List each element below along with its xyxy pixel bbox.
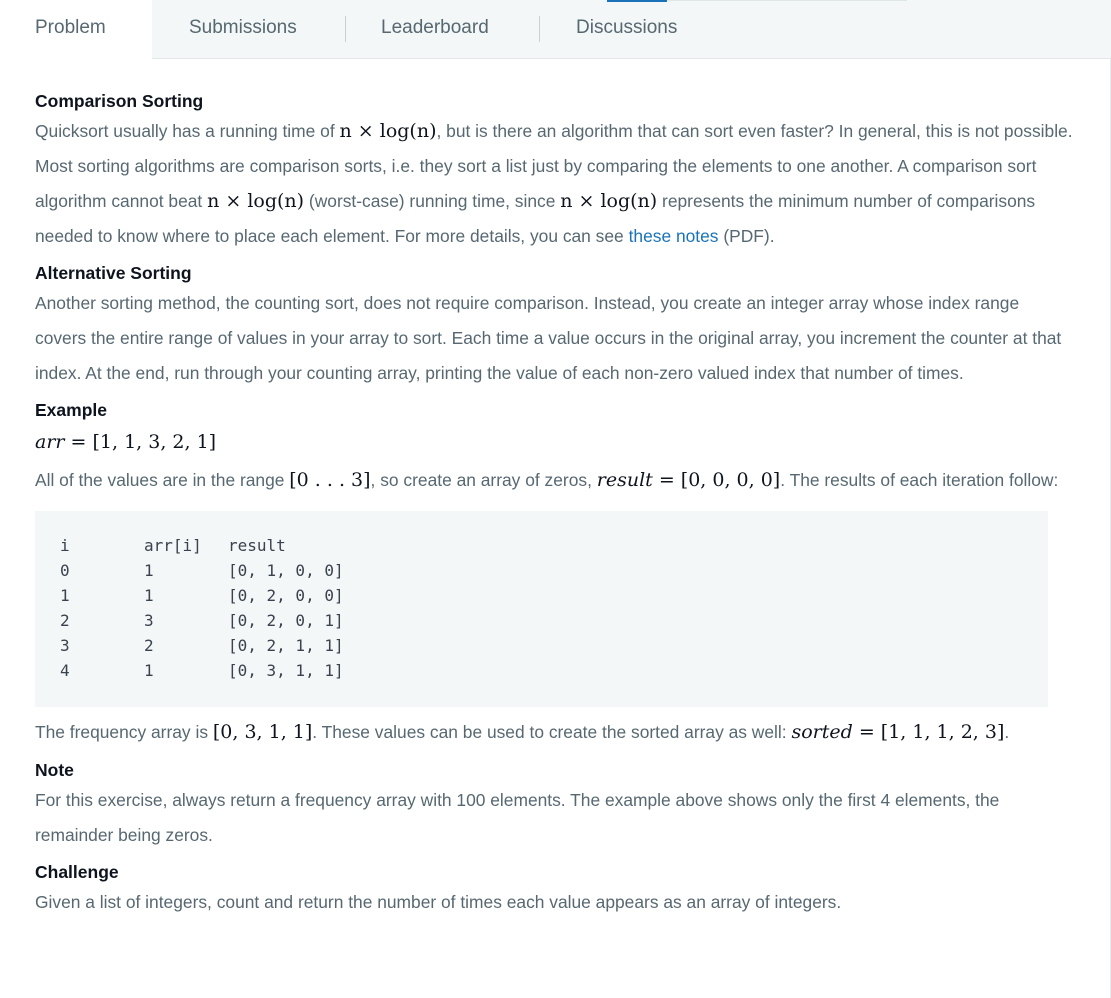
comparison-text-5: (PDF). <box>723 226 775 246</box>
table-cell-i: 0 <box>60 561 70 580</box>
tab-problem[interactable]: Problem <box>35 17 106 38</box>
table-header-arr: arr[i] <box>144 536 202 555</box>
table-cell-i: 4 <box>60 661 70 680</box>
arr-value: = [1, 1, 3, 2, 1] <box>70 431 217 453</box>
example-arr <box>35 423 1075 461</box>
freq-text-1: The frequency array is <box>35 722 209 742</box>
alternative-paragraph: Another sorting method, the counting sort, does not require comparison. Instead, you create an integer array whose index range covers the entire range of values in your array to sort. Each time a value occurs in the original array, you increment the counter at that index. At the end, run through your counting array, printing the value of each non-zero valued index that number of times. <box>35 293 1062 383</box>
range-math: [0 . . . 3] <box>289 469 371 491</box>
range-text-2: , so create an array of zeros, <box>370 470 592 490</box>
math-nlogn: n × log(n) <box>207 190 305 212</box>
section-title-comparison: Comparison Sorting <box>35 91 204 111</box>
freq-math: [0, 3, 1, 1] <box>212 721 313 743</box>
table-row <box>60 658 1048 683</box>
table-cell-arr: 1 <box>144 561 154 580</box>
tab-discussions[interactable]: Discussions <box>576 17 678 38</box>
challenge-paragraph: Given a list of integers, count and return the number of times each value appears as an array of integers. <box>35 892 842 912</box>
table-header-row <box>60 533 1048 558</box>
table-cell-arr: 1 <box>144 586 154 605</box>
comparison-text-1: Quicksort usually has a running time of <box>35 121 335 141</box>
freq-text-3: . <box>1004 722 1010 742</box>
section-title-example: Example <box>35 400 107 420</box>
table-cell-result: [0, 2, 1, 1] <box>228 636 344 655</box>
table-cell-i: 2 <box>60 611 70 630</box>
note-paragraph: For this exercise, always return a frequency array with 100 elements. The example above shows only the first 4 elements, the remainder being zeros. <box>35 790 1000 845</box>
freq-text-2: . These values can be used to create the sorted array as well: <box>312 722 787 742</box>
iteration-table <box>35 511 1048 707</box>
table-cell-i: 3 <box>60 636 70 655</box>
math-nlogn: n × log(n) <box>339 120 437 142</box>
table-cell-result: [0, 3, 1, 1] <box>228 661 344 680</box>
table-cell-result: [0, 1, 0, 0] <box>228 561 344 580</box>
table-row <box>60 633 1048 658</box>
table-cell-arr: 3 <box>144 611 154 630</box>
tab-indicator <box>607 0 667 2</box>
comparison-text-2: , but is there an algorithm that can sort even faster? In general, this is not possible. Most sorting algorithms are comparison sorts, i.e. they sort a list just by comparing the elements to one another. A comparison sort algorithm cannot beat <box>35 121 1073 211</box>
table-cell-arr: 2 <box>144 636 154 655</box>
problem-statement <box>35 88 1075 920</box>
example-range-line <box>35 461 1075 499</box>
comparison-text-3: (worst-case) running time, since <box>308 191 556 211</box>
table-row <box>60 583 1048 608</box>
table-cell-result: [0, 2, 0, 1] <box>228 611 344 630</box>
notes-link[interactable]: these notes <box>628 226 719 246</box>
sorted-variable: sorted <box>791 721 853 743</box>
result-value: = [0, 0, 0, 0] <box>658 469 781 491</box>
problem-tabs <box>0 0 1111 59</box>
table-cell-result: [0, 2, 0, 0] <box>228 586 344 605</box>
range-text-1: All of the values are in the range <box>35 470 285 490</box>
top-divider <box>667 0 907 1</box>
table-header-i: i <box>60 536 70 555</box>
section-title-challenge: Challenge <box>35 862 119 882</box>
table-cell-i: 1 <box>60 586 70 605</box>
tab-leaderboard[interactable]: Leaderboard <box>381 17 489 38</box>
table-row <box>60 558 1048 583</box>
tab-divider <box>345 16 346 42</box>
frequency-line <box>35 713 1075 751</box>
section-title-alternative: Alternative Sorting <box>35 263 192 283</box>
comparison-paragraph <box>35 114 1075 254</box>
comparison-text-4: represents the minimum number of comparisons needed to know where to place each element. For more details, you can see <box>35 191 1036 246</box>
table-header-result: result <box>228 536 286 555</box>
tab-submissions[interactable]: Submissions <box>189 17 297 38</box>
tab-divider <box>539 16 540 42</box>
range-text-3: . The results of each iteration follow: <box>780 470 1059 490</box>
table-cell-arr: 1 <box>144 661 154 680</box>
sorted-value: = [1, 1, 1, 2, 3] <box>858 721 1005 743</box>
math-nlogn: n × log(n) <box>560 190 658 212</box>
arr-variable: arr <box>35 431 65 453</box>
table-row <box>60 608 1048 633</box>
section-title-note: Note <box>35 760 74 780</box>
result-variable: result <box>596 469 653 491</box>
